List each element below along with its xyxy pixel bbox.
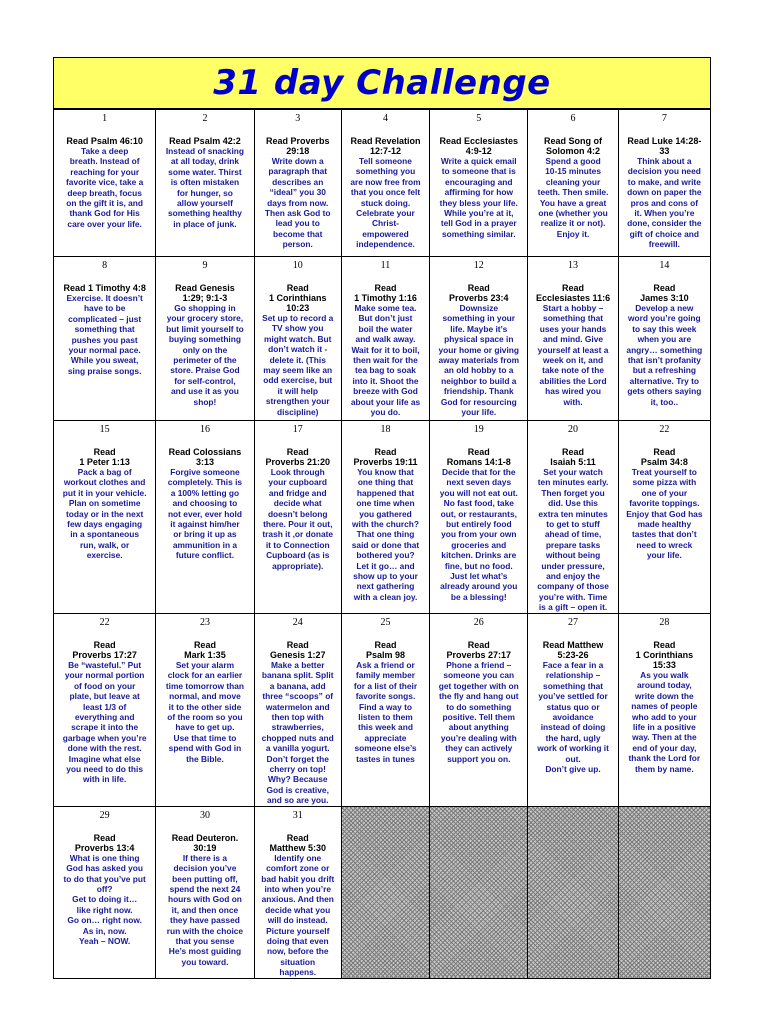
scripture-reference: Read Colossians 3:13	[168, 447, 242, 467]
day-number: 27	[568, 617, 579, 628]
day-cell	[254, 110, 341, 257]
scripture-reference: Read Ecclesiastes 4:9-12	[439, 136, 519, 156]
scripture-reference: Read Matthew 5:23-26	[542, 640, 604, 660]
day-cell	[528, 421, 618, 614]
week-row	[54, 421, 711, 614]
day-cell	[528, 110, 618, 257]
challenge-text: Instead of snacking at all today, drink some water. Thirst is often mistaken for hunger, so allow yourself something healthy in place of junk.	[165, 146, 245, 229]
day-number: 28	[659, 617, 670, 628]
day-number: 10	[292, 260, 303, 271]
scripture-reference: Read Genesis 1:27	[269, 640, 326, 660]
scripture-reference: Read Psalm 34:8	[640, 447, 688, 467]
day-cell	[254, 806, 341, 978]
scripture-reference: Read Mark 1:35	[184, 640, 226, 660]
day-cell	[156, 421, 254, 614]
challenge-text: Face a fear in a relationship – something that you’ve settled for status quo or avoidance instead of doing the hard, ugly work of working it out. Don’t give up.	[537, 660, 609, 775]
challenge-text: Be “wasteful.” Put your normal portion of food on your plate, but leave at least 1/3 of everything and scrape it into the garbage when you’re done with the rest. Imagine what else you need to do this with in life.	[62, 660, 147, 785]
day-cell	[430, 614, 528, 807]
scripture-reference: Read Psalm 98	[365, 640, 405, 660]
day-number: 24	[292, 617, 303, 628]
day-number: 11	[380, 260, 391, 271]
day-cell	[156, 110, 254, 257]
scripture-reference: Read 1 Corinthians 10:23	[268, 283, 327, 313]
day-number: 20	[568, 424, 579, 435]
empty-hatched-cell	[341, 806, 429, 978]
challenge-text: Set your alarm clock for an earlier time tomorrow than normal, and move it to the other side of the room so you have to get up. Use that time to spend with God in the Bible.	[165, 660, 245, 764]
scripture-reference: Read Luke 14:28- 33	[627, 136, 702, 156]
day-cell	[618, 110, 710, 257]
challenge-text: Write a quick email to someone that is encouraging and affirming for how they bless your life. While you’re at it, tell God in a prayer something similar.	[439, 156, 518, 239]
challenge-grid	[53, 109, 711, 979]
empty-hatched-cell	[528, 806, 618, 978]
day-cell	[54, 421, 156, 614]
day-number: 22	[99, 617, 110, 628]
week-row	[54, 110, 711, 257]
challenge-text: Set up to record a TV show you might watch. But don’t watch it - delete it. (This may seem like an odd exercise, but it will help strengthen your discipline)	[262, 313, 334, 417]
scripture-reference: Read Proverbs 19:11	[353, 447, 418, 467]
day-number: 31	[292, 809, 303, 821]
challenge-text: Treat yourself to some pizza with one of your favorite toppings. Enjoy that God has made healthy tastes that don’t need to wreck your life.	[626, 467, 703, 561]
day-cell	[528, 257, 618, 421]
scripture-reference: Read Proverbs 17:27	[72, 640, 137, 660]
scripture-reference: Read Deuteron. 30:19	[171, 832, 239, 853]
challenge-text: Decide that for the next seven days you will not eat out. No fast food, take out, or restaurants, but entirely food you from your own groceries and kitchen. Drinks are fine, but no food. Just let what’s already around you be a blessing!	[439, 467, 518, 602]
day-number: 17	[292, 424, 303, 435]
scripture-reference: Read Proverbs 29:18	[265, 136, 330, 156]
challenge-text: Exercise. It doesn’t have to be complicated – just something that pushes you past your normal pace. While you sweat, sing praise songs.	[66, 293, 143, 376]
title-banner	[53, 57, 711, 109]
page-title: 31 day Challenge	[213, 63, 551, 103]
scripture-reference: Read Proverbs 21:20	[265, 447, 330, 467]
day-cell	[618, 257, 710, 421]
day-number: 3	[295, 113, 301, 124]
day-cell	[341, 110, 429, 257]
challenge-text: As you walk around today, write down the names of people who add to your life in a positive way. Then at the end of your day, thank the Lord for them by name.	[628, 670, 701, 774]
day-number: 14	[659, 260, 670, 271]
empty-hatched-cell	[430, 806, 528, 978]
challenge-text: Downsize something in your life. Maybe it’s physical space in your home or giving away materials from an old hobby to a neighbor to build a friendship. Thank God for resourcing your life.	[438, 303, 520, 418]
week-row	[54, 257, 711, 421]
day-number: 6	[570, 113, 576, 124]
day-number: 16	[199, 424, 210, 435]
challenge-text: Set your watch ten minutes early. Then forget you did. Use this extra ten minutes to get to stuff ahead of time, prepare tasks without being under pressure, and enjoy the company of those you’re with. Time is a gift – open it.	[537, 467, 609, 613]
empty-hatched-cell	[618, 806, 710, 978]
challenge-text: Forgive someone completely. This is a 100% letting go and choosing to not ever, ever hold it against him/her or bring it up as ammunition in a future conflict.	[167, 467, 243, 561]
challenge-text: Identify one comfort zone or bad habit you drift into when you’re anxious. And then decide what you will do instead. Picture yourself doing that even now, before the situation happens.	[261, 852, 335, 978]
challenge-text: Pack a bag of workout clothes and put it in your vehicle. Plan on sometime today or in the next few days engaging in a spontaneous run, walk, or exercise.	[62, 467, 147, 561]
day-cell	[254, 421, 341, 614]
challenge-text: Look through your cupboard and fridge and decide what doesn’t belong there. Pour it out, trash it ,or donate it to Connection Cupboard (as is appropriate).	[262, 467, 334, 571]
day-cell	[341, 614, 429, 807]
scripture-reference: Read Psalm 46:10	[66, 136, 143, 146]
day-number: 1	[102, 113, 108, 124]
challenge-text: If there is a decision you’ve been putting off, spend the next 24 hours with God on it, and then once they have passed run with the choice that you sense He’s most guiding you toward.	[166, 852, 244, 967]
challenge-text: You know that one thing that happened that one time when you gathered with the church? That one thing said or done that bothered you? Let it go… and show up to your next gathering with a clean joy.	[351, 467, 420, 602]
day-cell	[156, 806, 254, 978]
challenge-text: Spend a good 10-15 minutes cleaning your teeth. Then smile. You have a great one (whether you realize it or not). Enjoy it.	[537, 156, 609, 239]
challenge-text: Make a better banana split. Split a banana, add three “scoops” of watermelon and then top with strawberries, chopped nuts and a vanilla yogurt. Don’t forget the cherry on top! Why? Because God is creative, and so are you.	[261, 660, 334, 806]
week-row	[54, 614, 711, 807]
scripture-reference: Read Song of Solomon 4:2	[544, 136, 603, 156]
day-cell	[618, 421, 710, 614]
day-cell	[430, 421, 528, 614]
scripture-reference: Read 1 Timothy 1:16	[354, 283, 417, 303]
challenge-text: Think about a decision you need to make, and write down on paper the pros and cons of it. When you’re done, consider the gift of choice and freewill.	[627, 156, 702, 250]
scripture-reference: Read Romans 14:1-8	[446, 447, 511, 467]
scripture-reference: Read Matthew 5:30	[269, 832, 326, 853]
scripture-reference: Read Proverbs 27:17	[446, 640, 512, 660]
day-cell	[54, 614, 156, 807]
day-number: 13	[568, 260, 579, 271]
scripture-reference: Read Isaiah 5:11	[550, 447, 596, 467]
day-cell	[54, 806, 156, 978]
day-cell	[254, 257, 341, 421]
challenge-text: Write down a paragraph that describes an “ideal” you 30 days from now. Then ask God to lead you to become that person.	[264, 156, 331, 250]
day-number: 12	[473, 260, 484, 271]
scripture-reference: Read 1 Timothy 4:8	[63, 283, 146, 293]
scripture-reference: Read Proverbs 23:4	[449, 283, 509, 303]
day-cell	[430, 110, 528, 257]
challenge-text: What is one thing God has asked you to do that you’ve put off? Get to doing it… like right now. Go on… right now. As in, now. Yeah – NOW.	[63, 852, 146, 946]
scripture-reference: Read Psalm 42:2	[169, 136, 241, 146]
calendar-page	[53, 57, 711, 979]
day-cell	[341, 421, 429, 614]
challenge-text: Ask a friend or family member for a list of their favorite songs. Find a way to listen to them this week and appreciate someone else’s tastes in tunes	[353, 660, 418, 764]
day-cell	[341, 257, 429, 421]
scripture-reference: Read Proverbs 13:4	[74, 832, 135, 853]
day-cell	[54, 257, 156, 421]
day-cell	[54, 110, 156, 257]
day-cell	[430, 257, 528, 421]
challenge-text: Develop a new word you’re going to say this week when you are angry… something that isn’t profanity but a refreshing alternative. Try to gets others saying it, too..	[626, 303, 703, 407]
day-number: 25	[380, 617, 391, 628]
day-number: 8	[102, 260, 108, 271]
day-number: 26	[473, 617, 484, 628]
day-cell	[528, 614, 618, 807]
day-number: 29	[99, 809, 110, 821]
scripture-reference: Read James 3:10	[640, 283, 689, 303]
scripture-reference: Read 1 Corinthians 15:33	[635, 640, 694, 670]
week-row	[54, 806, 711, 978]
day-number: 15	[99, 424, 110, 435]
scripture-reference: Read Ecclesiastes 11:6	[536, 283, 611, 303]
day-number: 19	[473, 424, 484, 435]
scripture-reference: Read 1 Peter 1:13	[79, 447, 130, 467]
day-number: 5	[476, 113, 482, 124]
day-number: 22	[659, 424, 670, 435]
day-number: 18	[380, 424, 391, 435]
challenge-text: Take a deep breath. Instead of reaching for your favorite vice, take a deep breath, focus on the gift it is, and thank God for His care over your life.	[66, 146, 144, 229]
day-number: 7	[661, 113, 667, 124]
day-number: 23	[199, 617, 210, 628]
scripture-reference: Read Revelation 12:7-12	[350, 136, 421, 156]
challenge-text: Tell someone something you are now free from that you once felt stuck doing. Celebrate your Christ- empowered independence.	[350, 156, 421, 250]
day-cell	[156, 257, 254, 421]
day-cell	[618, 614, 710, 807]
challenge-text: Phone a friend – someone you can get together with on the fly and hang out to do something positive. Tell them about anything you’re dealing with they can actively support you on.	[438, 660, 519, 764]
challenge-text: Go shopping in your grocery store, but limit yourself to buying something only on the perimeter of the store. Praise God for self-control, and use it as you shop!	[166, 303, 244, 407]
day-cell	[254, 614, 341, 807]
day-number: 4	[382, 113, 388, 124]
challenge-text: Make some tea. But don’t just boil the water and walk away. Wait for it to boil, then wait for the tea bag to soak into it. Shoot the breeze with God about your life as you do.	[350, 303, 421, 418]
day-number: 9	[202, 260, 208, 271]
day-number: 30	[199, 809, 210, 821]
day-number: 2	[202, 113, 208, 124]
challenge-text: Start a hobby – something that uses your hands and mind. Give yourself at least a week on it, and take note of the abilities the Lord has wired you with.	[537, 303, 609, 407]
scripture-reference: Read Genesis 1:29; 9:1-3	[175, 283, 235, 303]
day-cell	[156, 614, 254, 807]
